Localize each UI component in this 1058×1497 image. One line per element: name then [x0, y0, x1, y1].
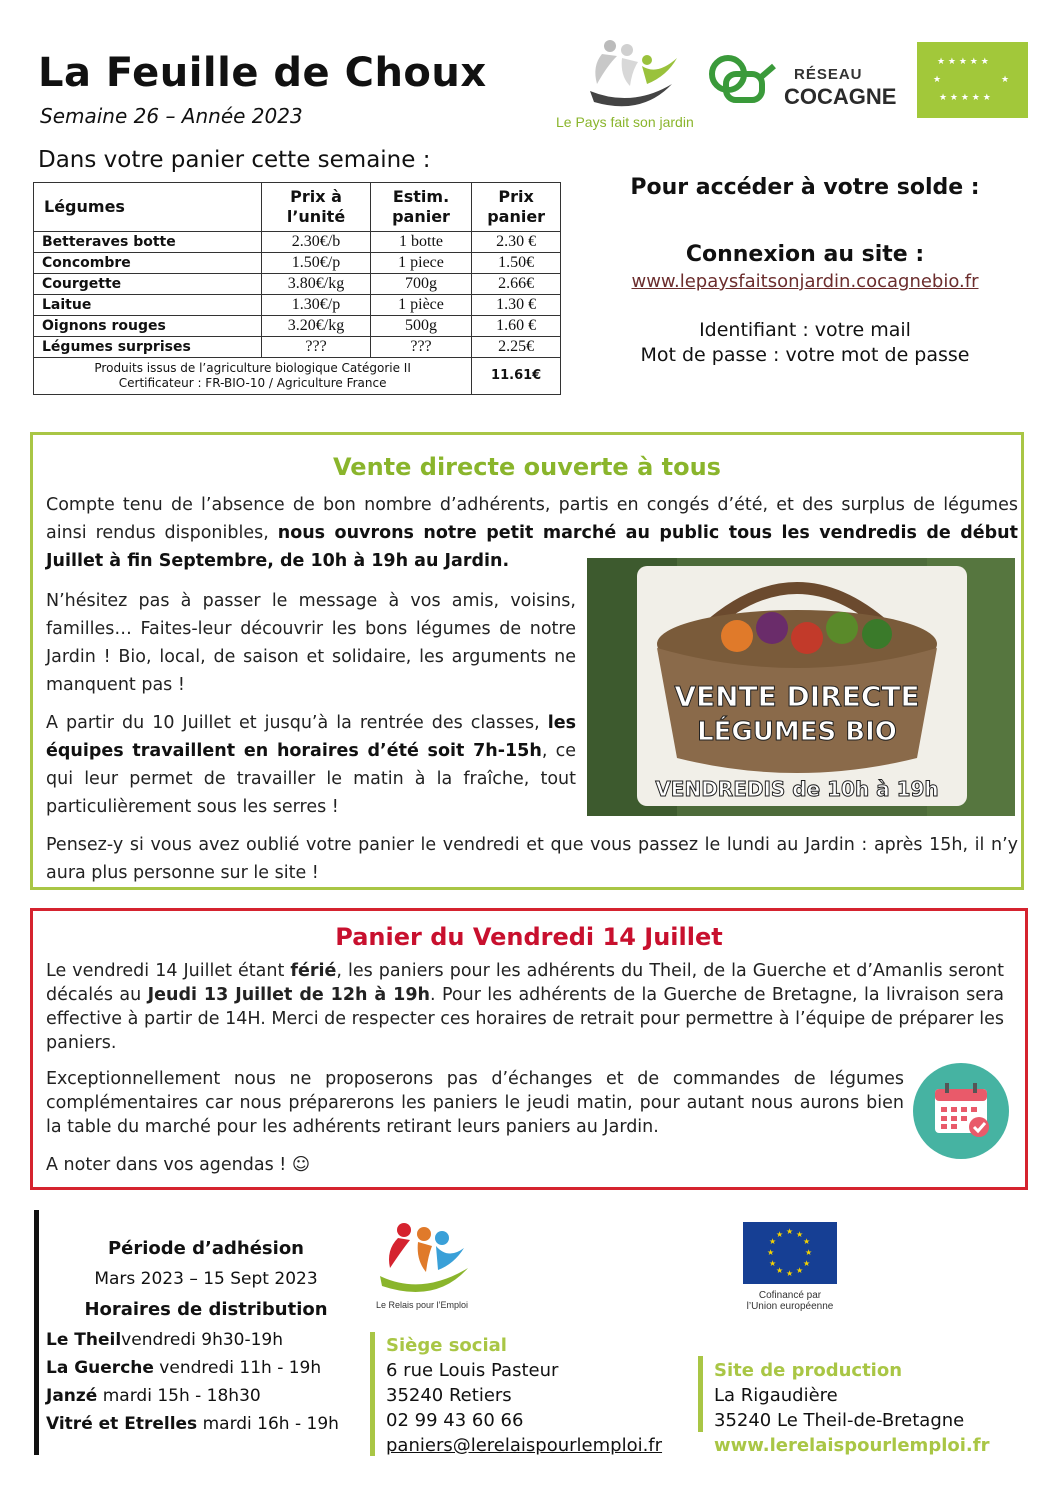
cell-estim: 1 botte — [370, 232, 472, 253]
header-prix-unite: Prix à l’unité — [262, 183, 370, 232]
sign-line1: VENTE DIRECTE — [674, 680, 920, 713]
eu-organic-leaf-icon — [917, 42, 1028, 118]
cell-prix-unite: 3.80€/kg — [262, 274, 370, 295]
horaire-place: La Guerche — [46, 1358, 154, 1378]
account-site-link[interactable]: www.lepaysfaitsonjardin.cocagnebio.fr — [631, 271, 979, 292]
horaire-time: vendredi 11h - 19h — [153, 1358, 322, 1378]
header-estim-panier: Estim. panier — [370, 183, 472, 232]
horaire-time: vendredi 9h30-19h — [121, 1330, 284, 1350]
cell-prix-panier: 1.60 € — [472, 316, 561, 337]
svg-text:★: ★ — [769, 1237, 777, 1246]
svg-text:★: ★ — [769, 1259, 777, 1268]
cell-estim: 1 piece — [370, 253, 472, 274]
svg-text:★ ★ ★ ★ ★: ★ ★ ★ ★ ★ — [937, 57, 989, 67]
certification-note — [34, 358, 472, 395]
vente-directe-sign-photo — [587, 558, 1015, 816]
login-info: Identifiant : votre mail — [699, 319, 911, 341]
cell-estim: ??? — [370, 337, 472, 358]
table-row — [34, 274, 561, 295]
header-legumes: Légumes — [34, 183, 262, 232]
siege-city-line: 35240 Retiers — [386, 1385, 512, 1406]
cell-prix-unite: 1.30€/p — [262, 295, 370, 316]
horaire-place: Janzé — [46, 1386, 98, 1406]
siege-title: Siège social — [386, 1335, 507, 1356]
reseau-cocagne-logo — [708, 52, 908, 112]
table-row — [34, 316, 561, 337]
production-green-bar — [698, 1356, 703, 1432]
vente-p1-text: Compte tenu de l’absence de bon nombre d’adhérents, partis en congés d’été, et des surplus de légumes ainsi rendus disponibles, — [46, 495, 1018, 543]
connect-heading: Connexion au site : — [685, 242, 925, 267]
svg-text:★ ★ ★ ★ ★: ★ ★ ★ ★ ★ — [939, 93, 991, 103]
panier-p1-c: , les paniers pour les adhérents du Theil, de la Guerche et d’Amanlis seront décalés au — [46, 961, 1004, 1005]
cell-legume: Courgette — [34, 274, 262, 295]
eu-caption — [740, 1290, 840, 1312]
cocagne-line1: RÉSEAU — [794, 66, 863, 83]
eu-flag-icon — [743, 1222, 837, 1284]
vegetable-price-table — [33, 182, 561, 395]
siege-email-link[interactable]: paniers@lerelaispourlemploi.fr — [386, 1435, 663, 1456]
horaire-place: Vitré et Etrelles — [46, 1414, 198, 1434]
cell-estim: 500g — [370, 316, 472, 337]
certification-line2: Certificateur : FR-BIO-10 / Agriculture France — [118, 376, 387, 390]
eu-caption-line2: l’Union européenne — [746, 1301, 834, 1312]
table-footer-row — [34, 358, 561, 395]
site-address-line: La Rigaudière — [714, 1385, 838, 1406]
relais-logo-icon — [372, 1220, 482, 1300]
cell-estim: 700g — [370, 274, 472, 295]
horaire-time: mardi 16h - 19h — [197, 1414, 339, 1434]
cell-prix-panier: 2.66€ — [472, 274, 561, 295]
basket-total: 11.61€ — [472, 358, 561, 395]
relais-pour-emploi-logo — [372, 1220, 482, 1320]
svg-text:★: ★ — [796, 1230, 804, 1239]
svg-text:★: ★ — [805, 1248, 813, 1257]
password-info: Mot de passe : votre mot de passe — [640, 344, 970, 366]
panier-paragraph-2: Exceptionnellement nous ne proposerons pas d’échanges et de commandes de légumes complémentaires car nous préparerons les paniers le jeudi matin, pour autant nous aurons bien la table du marché pour les adhérents retirant leurs paniers au Jardin. — [46, 1069, 904, 1137]
header-prix-panier: Prix panier — [472, 183, 561, 232]
eu-organic-logo — [917, 42, 1028, 118]
horaire-item — [46, 1410, 366, 1438]
svg-text:★: ★ — [776, 1230, 784, 1239]
vente-directe-title: Vente directe ouverte à tous — [333, 453, 721, 481]
siege-social-block — [386, 1333, 662, 1458]
svg-text:★: ★ — [933, 75, 942, 85]
basket-heading: Dans votre panier cette semaine : — [38, 147, 431, 173]
adhesion-title: Période d’adhésion — [107, 1238, 304, 1259]
eu-cofinance-logo — [740, 1222, 840, 1322]
vente-p3-bold: les équipes travaillent en horaires d’été soit 7h-15h — [46, 713, 576, 761]
cell-prix-panier: 2.30 € — [472, 232, 561, 253]
table-row — [34, 253, 561, 274]
cell-prix-unite: 3.20€/kg — [262, 316, 370, 337]
cell-prix-panier: 1.50€ — [472, 253, 561, 274]
relais-logo-caption: Le Relais pour l’Emploi — [376, 1300, 469, 1310]
horaires-title: Horaires de distribution — [84, 1299, 328, 1320]
cell-prix-panier: 1.30 € — [472, 295, 561, 316]
vente-p1-bold: nous ouvrons notre petit marché au public tous les vendredis de début Juillet à fin Septembre, de 10h à 19h au Jardin. — [46, 523, 1019, 571]
cell-prix-unite: ??? — [262, 337, 370, 358]
footer-left-bar — [34, 1210, 39, 1455]
vente-paragraph-2: N’hésitez pas à passer le message à vos amis, voisins, familles… Faites-leur découvrir les bons légumes de notre Jardin ! Bio, local, de saison et solidaire, les arguments ne manquent pas ! — [46, 591, 576, 695]
horaire-item — [46, 1382, 366, 1410]
panier-paragraph-1 — [46, 959, 1004, 1055]
cocagne-icon — [708, 54, 780, 110]
site-city-line: 35240 Le Theil-de-Bretagne — [714, 1410, 965, 1431]
horaire-time: mardi 15h - 18h30 — [97, 1386, 261, 1406]
cell-legume: Betteraves botte — [34, 232, 262, 253]
siege-phone: 02 99 43 60 66 — [386, 1410, 524, 1431]
site-web-link[interactable]: www.lerelaispourlemploi.fr — [714, 1435, 990, 1456]
cell-legume: Concombre — [34, 253, 262, 274]
svg-text:★: ★ — [1001, 75, 1010, 85]
vente-p3-text-c: , ce qui leur permet de travailler le matin à la fraîche, tout particulièrement sous les serres ! — [46, 741, 576, 817]
sign-line3: VENDREDIS de 10h à 19h — [655, 777, 939, 801]
cell-legume: Laitue — [34, 295, 262, 316]
svg-text:★: ★ — [776, 1266, 784, 1275]
eu-caption-line1: Cofinancé par — [758, 1290, 822, 1301]
footer-schedule — [46, 1238, 366, 1438]
table-row — [34, 232, 561, 253]
panier-paragraph-3: A noter dans vos agendas ! ☺ — [46, 1155, 311, 1175]
svg-text:★: ★ — [803, 1259, 811, 1268]
siege-green-bar — [370, 1332, 375, 1456]
pays-logo-caption: Le Pays fait son jardin — [556, 114, 694, 130]
cocagne-line2: COCAGNE — [784, 84, 897, 109]
cell-prix-unite: 1.50€/p — [262, 253, 370, 274]
cell-legume: Légumes surprises — [34, 337, 262, 358]
cell-legume: Oignons rouges — [34, 316, 262, 337]
horaire-place: Le Theil — [46, 1330, 122, 1350]
account-info — [590, 175, 1020, 366]
cell-prix-unite: 2.30€/b — [262, 232, 370, 253]
cell-estim: 1 pièce — [370, 295, 472, 316]
vente-paragraph-4: Pensez-y si vous avez oublié votre panier le vendredi et que vous passez le lundi au Jardin : après 15h, il n’y aura plus personne sur le site ! — [46, 835, 1018, 883]
sign-line2: LÉGUMES BIO — [697, 717, 897, 747]
horaire-item — [46, 1326, 366, 1354]
newsletter-title: La Feuille de Choux — [38, 50, 487, 96]
svg-text:★: ★ — [803, 1237, 811, 1246]
cell-prix-panier: 2.25€ — [472, 337, 561, 358]
newsletter-subtitle: Semaine 26 – Année 2023 — [40, 104, 303, 128]
vente-paragraph-3 — [46, 709, 576, 821]
panier-14-juillet-box — [30, 908, 1028, 1190]
calendar-icon — [911, 1061, 1011, 1161]
certification-line1: Produits issus de l’agriculture biologique Catégorie II — [94, 361, 411, 375]
svg-text:★: ★ — [767, 1248, 775, 1257]
panier-p1-bold-ferie: férié — [290, 961, 337, 981]
site-title: Site de production — [714, 1360, 903, 1381]
siege-address-line: 6 rue Louis Pasteur — [386, 1360, 559, 1381]
horaire-item — [46, 1354, 366, 1382]
vente-p3-text-a: A partir du 10 Juillet et jusqu’à la rentrée des classes, — [46, 713, 548, 733]
svg-text:★: ★ — [796, 1266, 804, 1275]
panier-title: Panier du Vendredi 14 Juillet — [335, 923, 723, 951]
account-heading: Pour accéder à votre solde : — [630, 175, 980, 200]
site-production-block — [714, 1358, 989, 1458]
table-header-row — [34, 183, 561, 232]
table-row — [34, 337, 561, 358]
panier-p1-a: Le vendredi 14 Juillet étant — [46, 961, 291, 981]
panier-p1-e: . Pour les adhérents de la Guerche de Bretagne, la livraison sera effective à partir de 14H. Merci de respecter ces horaires de retrait pour permettre à l’équipe de préparer les paniers. — [46, 985, 1004, 1053]
pays-fait-son-jardin-logo — [556, 36, 722, 136]
svg-text:★: ★ — [786, 1269, 794, 1278]
svg-text:★: ★ — [786, 1227, 794, 1236]
adhesion-dates: Mars 2023 – 15 Sept 2023 — [94, 1269, 318, 1289]
basket-sign-image — [587, 558, 1015, 816]
table-row — [34, 295, 561, 316]
panier-p1-bold-date: Jeudi 13 Juillet de 12h à 19h — [147, 985, 430, 1005]
